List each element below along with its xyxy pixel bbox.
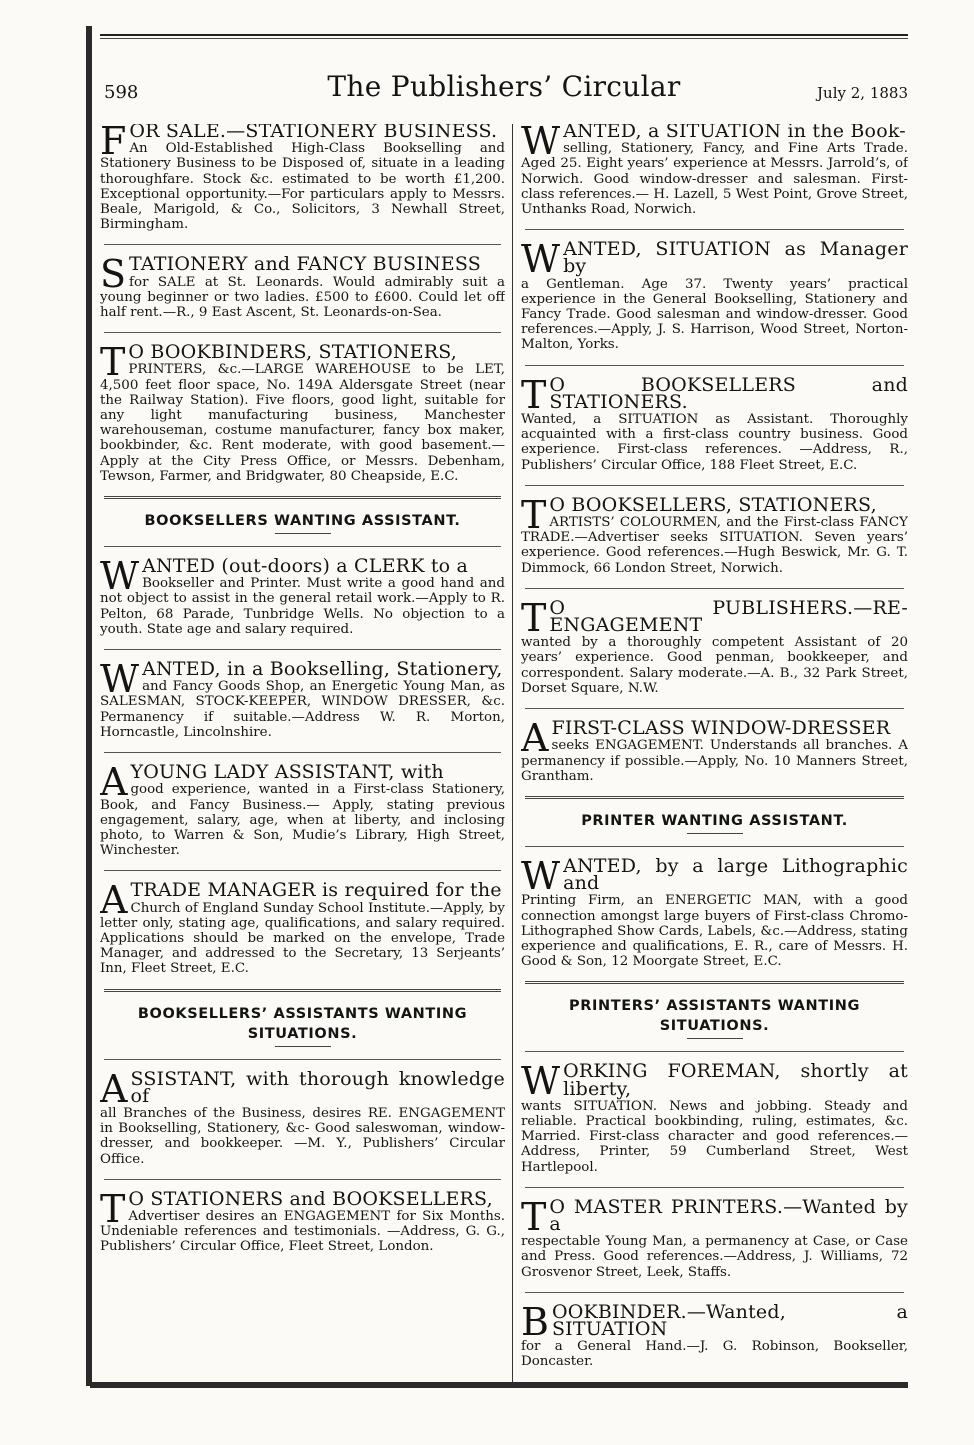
ad-separator (525, 708, 904, 709)
ad-separator (104, 752, 501, 753)
ad-body: Advertiser desires an ENGAGEMENT for Six Months. Undeniable references and testimonials. —Address, G. G., Publishers’ Circular Office, Fleet Street, London. (100, 1208, 505, 1255)
drop-initial: W (521, 853, 561, 898)
ad-lead: ANTED, a SITUATION in the Book- (563, 124, 906, 142)
ad-body: all Branches of the Business, desires RE. ENGAGEMENT in Bookselling, Stationery, &c- Good saleswoman, window-dresser, and bookkeeper. —M. Y., Publishers’ Circular Office. (100, 1105, 505, 1167)
drop-initial: T (100, 1186, 126, 1231)
ad-separator (104, 546, 501, 547)
ad-lead: TATIONERY and FANCY BUSINESS (129, 253, 481, 276)
ad-body: for SALE at St. Leonards. Would admirably suit a young beginner or two ladies. £500 to £600. Could let off half rent.—R., 9 East Ascent, St. Leonards-on-Sea. (100, 274, 505, 321)
section-short-rule (687, 833, 743, 834)
ad-body: ARTISTS’ COLOURMEN, and the First-class FANCY TRADE.—Advertiser seeks SITUATION. Seven years’ experience. Good references.—Hugh Beswick, Mr. G. T. Dimmock, 66 London Street, Norwich. (521, 515, 908, 576)
ad-separator (104, 1179, 501, 1180)
classified-ad (100, 124, 505, 232)
left-column (100, 124, 505, 1379)
classified-ad (100, 554, 505, 637)
section-short-rule (275, 1046, 331, 1047)
drop-initial: T (521, 372, 547, 417)
ad-separator (525, 1187, 904, 1188)
drop-initial: A (100, 1066, 128, 1111)
classified-ad (100, 340, 505, 484)
top-rule (100, 34, 908, 36)
top-rule-thin (100, 38, 908, 39)
ad-lead: ORKING FOREMAN, shortly at liberty, (563, 1060, 908, 1100)
drop-initial: T (100, 340, 126, 385)
section-heading: PRINTER WANTING ASSISTANT. (581, 812, 848, 829)
drop-initial: T (521, 492, 547, 537)
classified-ad (100, 760, 505, 859)
drop-initial: W (521, 1059, 561, 1104)
ad-separator (104, 989, 501, 992)
drop-initial: A (100, 878, 128, 923)
ad-lead: O PUBLISHERS.—RE-ENGAGEMENT (549, 596, 908, 637)
ad-body: Wanted, a SITUATION as Assistant. Thoroughly acquainted with a first-class country business. Good experience. First-class references. —Address, R., Publishers’ Circular Office, 188 Fleet Street, E.C. (521, 412, 908, 473)
ad-separator (104, 496, 501, 499)
ad-separator (525, 365, 904, 366)
ad-separator (525, 1051, 904, 1052)
drop-initial: W (521, 124, 561, 163)
ad-separator (104, 1059, 501, 1060)
ad-separator (104, 332, 501, 333)
ad-body: wanted by a thoroughly competent Assistant of 20 years’ experience. Good penman, bookkeeper, and correspondent. Salary moderate.—A. B., 32 Park Street, Dorset Square, N.W. (521, 635, 908, 696)
page-left-edge (86, 26, 92, 1386)
ad-body: good experience, wanted in a First-class Stationery, Book, and Fancy Business.— Apply, stating previous engagement, salary, age, when at liberty, and inclosing photo, to Warren & Son, Mudie’s Library, High Street, Winchester. (100, 782, 505, 859)
ad-body: respectable Young Man, a permanency at Case, or Case and Press. Good references.—Address, J. Williams, 72 Grosvenor Street, Leek, Staffs. (521, 1234, 908, 1280)
ad-separator (525, 981, 904, 984)
ad-lead: ANTED (out-doors) a CLERK to a (142, 555, 469, 578)
classified-ad (100, 1186, 505, 1255)
ad-lead: O BOOKBINDERS, STATIONERS, (128, 341, 458, 364)
drop-initial: B (521, 1299, 549, 1344)
issue-date: July 2, 1883 (817, 84, 908, 102)
drop-initial: W (521, 237, 561, 282)
drop-initial: W (100, 554, 140, 599)
ad-lead: O BOOKSELLERS and STATIONERS. (549, 373, 908, 413)
classified-ad (521, 853, 908, 970)
ad-separator (525, 1292, 904, 1293)
classified-ad (521, 716, 908, 784)
ad-body: seeks ENGAGEMENT. Understands all branches. A permanency if possible.—Apply, No. 10 Manners Street, Grantham. (521, 738, 908, 784)
ad-lead: OR SALE.—STATIONERY BUSINESS. (129, 124, 498, 142)
drop-initial: A (100, 760, 128, 805)
ad-separator (104, 244, 501, 245)
ad-body: Bookseller and Printer. Must write a good hand and not object to assist in the general retail work.—Apply to R. Pelton, 68 Parade, Tunbridge Wells. No objection to a youth. State age and salary required. (100, 576, 505, 637)
classified-ad (521, 124, 908, 217)
drop-initial: A (521, 716, 549, 761)
ad-lead: SSISTANT, with thorough knowledge of (130, 1067, 505, 1107)
classified-ad (521, 372, 908, 473)
drop-initial: T (521, 595, 547, 640)
right-column (521, 124, 908, 1379)
drop-initial: W (100, 657, 140, 702)
ad-separator (104, 649, 501, 650)
classified-ad (100, 657, 505, 740)
ad-separator (525, 485, 904, 486)
ad-lead: O BOOKSELLERS, STATIONERS, (549, 493, 877, 516)
ad-body: An Old-Established High-Class Bookselling and Stationery Business to be Disposed of, situate in a leading thoroughfare. Stock &c. estimated to be worth £1,200. Exceptional opportunity.—For particulars apply to Messrs. Beale, Marigold, & Co., Solicitors, 3 Newhall Street, Birmingham. (100, 141, 505, 233)
drop-initial: S (100, 252, 127, 297)
classified-ad (100, 1066, 505, 1167)
ad-body: PRINTERS, &c.—LARGE WAREHOUSE to be LET, 4,500 feet floor space, No. 149A Aldersgate Street (near the Railway Station). Five floors, good light, suitable for any light manufacturing business, Manchester warehouseman, costume manufacturer, fancy box maker, bookbinder, &c. Rent moderate, with good basement.—Apply at the City Press Office, or Messrs. Debenham, Tewson, Farmer, and Bridgwater, 80 Cheapside, E.C. (100, 362, 505, 484)
ad-lead: ANTED, in a Bookselling, Stationery, (142, 658, 503, 681)
page-header (100, 70, 908, 110)
section-heading: PRINTERS’ ASSISTANTS WANTING SITUATIONS. (569, 998, 860, 1035)
ad-lead: FIRST-CLASS WINDOW-DRESSER (551, 717, 891, 740)
ad-body: selling, Stationery, Fancy, and Fine Arts Trade. Aged 25. Eight years’ experience at Messrs. Jarrold’s, of Norwich. Good window-dresser and salesman. First-class references.— H. Lazell, 5 West Point, Grove Street, Unthanks Road, Norwich. (521, 141, 908, 218)
ad-body: wants SITUATION. News and jobbing. Steady and reliable. Practical bookbinding, ruling, estimates, &c. Married. First-class character and good references.—Address, Printer, 59 Cumberland Street, West Hartlepool. (521, 1098, 908, 1175)
classified-ad (521, 237, 908, 353)
ad-lead: YOUNG LADY ASSISTANT, with (130, 761, 444, 784)
ad-body: for a General Hand.—J. G. Robinson, Bookseller, Doncaster. (521, 1339, 908, 1370)
column-divider (512, 124, 513, 1382)
drop-initial: F (100, 124, 127, 163)
ad-separator (525, 229, 904, 230)
ad-separator (104, 870, 501, 871)
ad-body: Church of England Sunday School Institute.—Apply, by letter only, stating age, qualifications, and salary required. Applications should be marked on the envelope, Trade Manager, and addressed to the Secretary, 13 Serjeants’ Inn, Fleet Street, E.C. (100, 900, 505, 977)
ad-lead: OOKBINDER.—Wanted, a SITUATION (551, 1300, 908, 1340)
classified-ad (100, 878, 505, 977)
classified-ad (521, 1299, 908, 1370)
classified-ad (100, 252, 505, 321)
section-heading: BOOKSELLERS’ ASSISTANTS WANTING SITUATIONS. (137, 1005, 468, 1042)
section-heading: BOOKSELLERS WANTING ASSISTANT. (144, 513, 461, 530)
ad-separator (525, 846, 904, 847)
ad-lead: TRADE MANAGER is required for the (130, 879, 502, 902)
ad-body: Printing Firm, an ENERGETIC MAN, with a good connection amongst large buyers of First-class Chromo-Lithographed Show Cards, Labels, &c.—Address, stating experience and qualifications, E. R., care of Messrs. H. Good & Son, 12 Moorgate Street, E.C. (521, 893, 908, 970)
publication-title: The Publishers’ Circular (327, 70, 681, 103)
ad-lead: ANTED, SITUATION as Manager by (563, 238, 908, 278)
drop-initial: T (521, 1194, 547, 1239)
classified-ad (521, 595, 908, 696)
bottom-rule (90, 1382, 908, 1388)
ad-body: and Fancy Goods Shop, an Energetic Young Man, as SALESMAN, STOCK-KEEPER, WINDOW DRESSER, &c. Permanency if suitable.—Address W. R. Morton, Horncastle, Lincolnshire. (100, 679, 505, 740)
ad-separator (525, 796, 904, 799)
page-number: 598 (104, 82, 139, 103)
classified-ad (521, 1194, 908, 1280)
section-short-rule (687, 1038, 743, 1039)
ad-lead: O STATIONERS and BOOKSELLERS, (128, 1187, 493, 1210)
ad-separator (525, 588, 904, 589)
classified-ad (521, 1059, 908, 1175)
ad-lead: O MASTER PRINTERS.—Wanted by a (549, 1195, 908, 1235)
classified-ad (521, 492, 908, 576)
ad-lead: ANTED, by a large Lithographic and (563, 854, 908, 895)
ad-body: a Gentleman. Age 37. Twenty years’ practical experience in the General Bookselling, Stationery and Fancy Trade. Good salesman and window-dresser. Good references.—Apply, J. S. Harrison, Wood Street, Norton-Malton, Yorks. (521, 276, 908, 353)
section-short-rule (275, 533, 331, 534)
